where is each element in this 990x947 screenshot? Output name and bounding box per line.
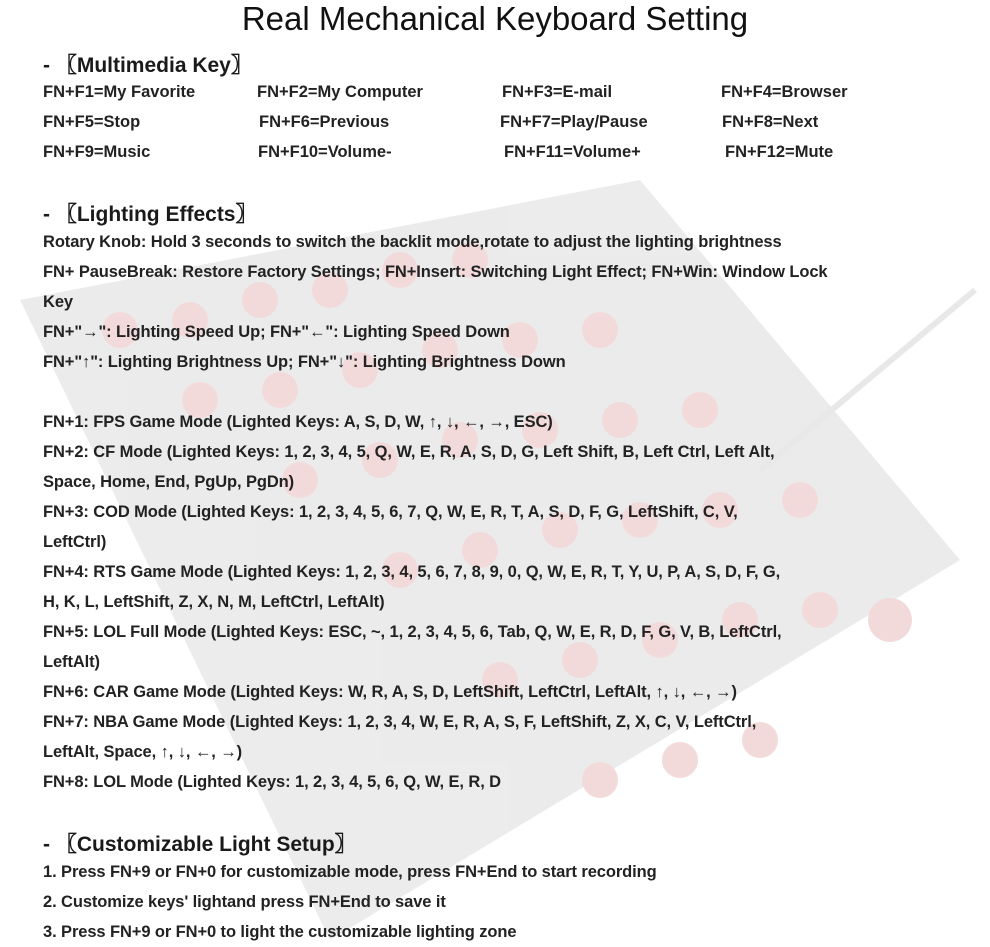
- multimedia-item: FN+F12=Mute: [725, 143, 834, 161]
- mode-line: FN+3: COD Mode (Lighted Keys: 1, 2, 3, 4, 5, 6, 7, Q, W, E, R, T, A, S, D, F, G, LeftShift, C, V,: [43, 503, 738, 521]
- mode-line: LeftCtrl): [43, 533, 107, 551]
- mode-line: FN+8: LOL Mode (Lighted Keys: 1, 2, 3, 4, 5, 6, Q, W, E, R, D: [43, 773, 501, 791]
- multimedia-item: FN+F7=Play/Pause: [500, 113, 648, 131]
- multimedia-item: FN+F4=Browser: [721, 83, 848, 101]
- mode-line: LeftAlt, Space, ↑, ↓, ←, →): [43, 743, 242, 761]
- mode-line: FN+4: RTS Game Mode (Lighted Keys: 1, 2, 3, 4, 5, 6, 7, 8, 9, 0, Q, W, E, R, T, Y, U, P, A, S, D, F, G,: [43, 563, 781, 581]
- mode-line: FN+1: FPS Game Mode (Lighted Keys: A, S, D, W, ↑, ↓, ←, →, ESC): [43, 413, 553, 431]
- mode-line: Space, Home, End, PgUp, PgDn): [43, 473, 295, 491]
- multimedia-item: FN+F3=E-mail: [502, 83, 613, 101]
- lighting-line: FN+ PauseBreak: Restore Factory Settings; FN+Insert: Switching Light Effect; FN+Win: Window Lock: [43, 263, 828, 281]
- multimedia-item: FN+F1=My Favorite: [43, 83, 196, 101]
- multimedia-item: FN+F11=Volume+: [504, 143, 641, 161]
- mode-line: FN+6: CAR Game Mode (Lighted Keys: W, R, A, S, D, LeftShift, LeftCtrl, LeftAlt, ↑, ↓, ←, →): [43, 683, 737, 701]
- lighting-line: FN+"↑": Lighting Brightness Up; FN+"↓": Lighting Brightness Down: [43, 353, 566, 371]
- custom-step: 1. Press FN+9 or FN+0 for customizable mode, press FN+End to start recording: [43, 863, 657, 881]
- multimedia-item: FN+F6=Previous: [259, 113, 390, 131]
- lighting-heading: - 〖Lighting Effects〗: [43, 203, 257, 226]
- lighting-line: Key: [43, 293, 73, 311]
- multimedia-item: FN+F8=Next: [722, 113, 819, 131]
- lighting-line: FN+"→": Lighting Speed Up; FN+"←": Lighting Speed Down: [43, 323, 510, 341]
- page-title: Real Mechanical Keyboard Setting: [241, 0, 749, 37]
- mode-line: FN+7: NBA Game Mode (Lighted Keys: 1, 2, 3, 4, W, E, R, A, S, F, LeftShift, Z, X, C, V, LeftCtrl,: [43, 713, 757, 731]
- multimedia-item: FN+F5=Stop: [43, 113, 141, 131]
- multimedia-item: FN+F10=Volume-: [258, 143, 392, 161]
- mode-line: FN+5: LOL Full Mode (Lighted Keys: ESC, ~, 1, 2, 3, 4, 5, 6, Tab, Q, W, E, R, D, F, G, V, B, LeftCtrl,: [43, 623, 782, 641]
- custom-step: 3. Press FN+9 or FN+0 to light the customizable lighting zone: [43, 923, 517, 941]
- multimedia-heading: - 〖Multimedia Key〗: [43, 54, 252, 77]
- custom-step: 2. Customize keys' lightand press FN+End to save it: [43, 893, 446, 911]
- multimedia-item: FN+F2=My Computer: [257, 83, 423, 101]
- mode-line: H, K, L, LeftShift, Z, X, N, M, LeftCtrl, LeftAlt): [43, 593, 385, 611]
- multimedia-item: FN+F9=Music: [43, 143, 151, 161]
- custom-heading: - 〖Customizable Light Setup〗: [43, 833, 356, 856]
- mode-line: FN+2: CF Mode (Lighted Keys: 1, 2, 3, 4, 5, Q, W, E, R, A, S, D, G, Left Shift, B, Left Ctrl, Left Alt,: [43, 443, 775, 461]
- lighting-line: Rotary Knob: Hold 3 seconds to switch the backlit mode,rotate to adjust the lighting brightness: [43, 233, 782, 251]
- mode-line: LeftAlt): [43, 653, 100, 671]
